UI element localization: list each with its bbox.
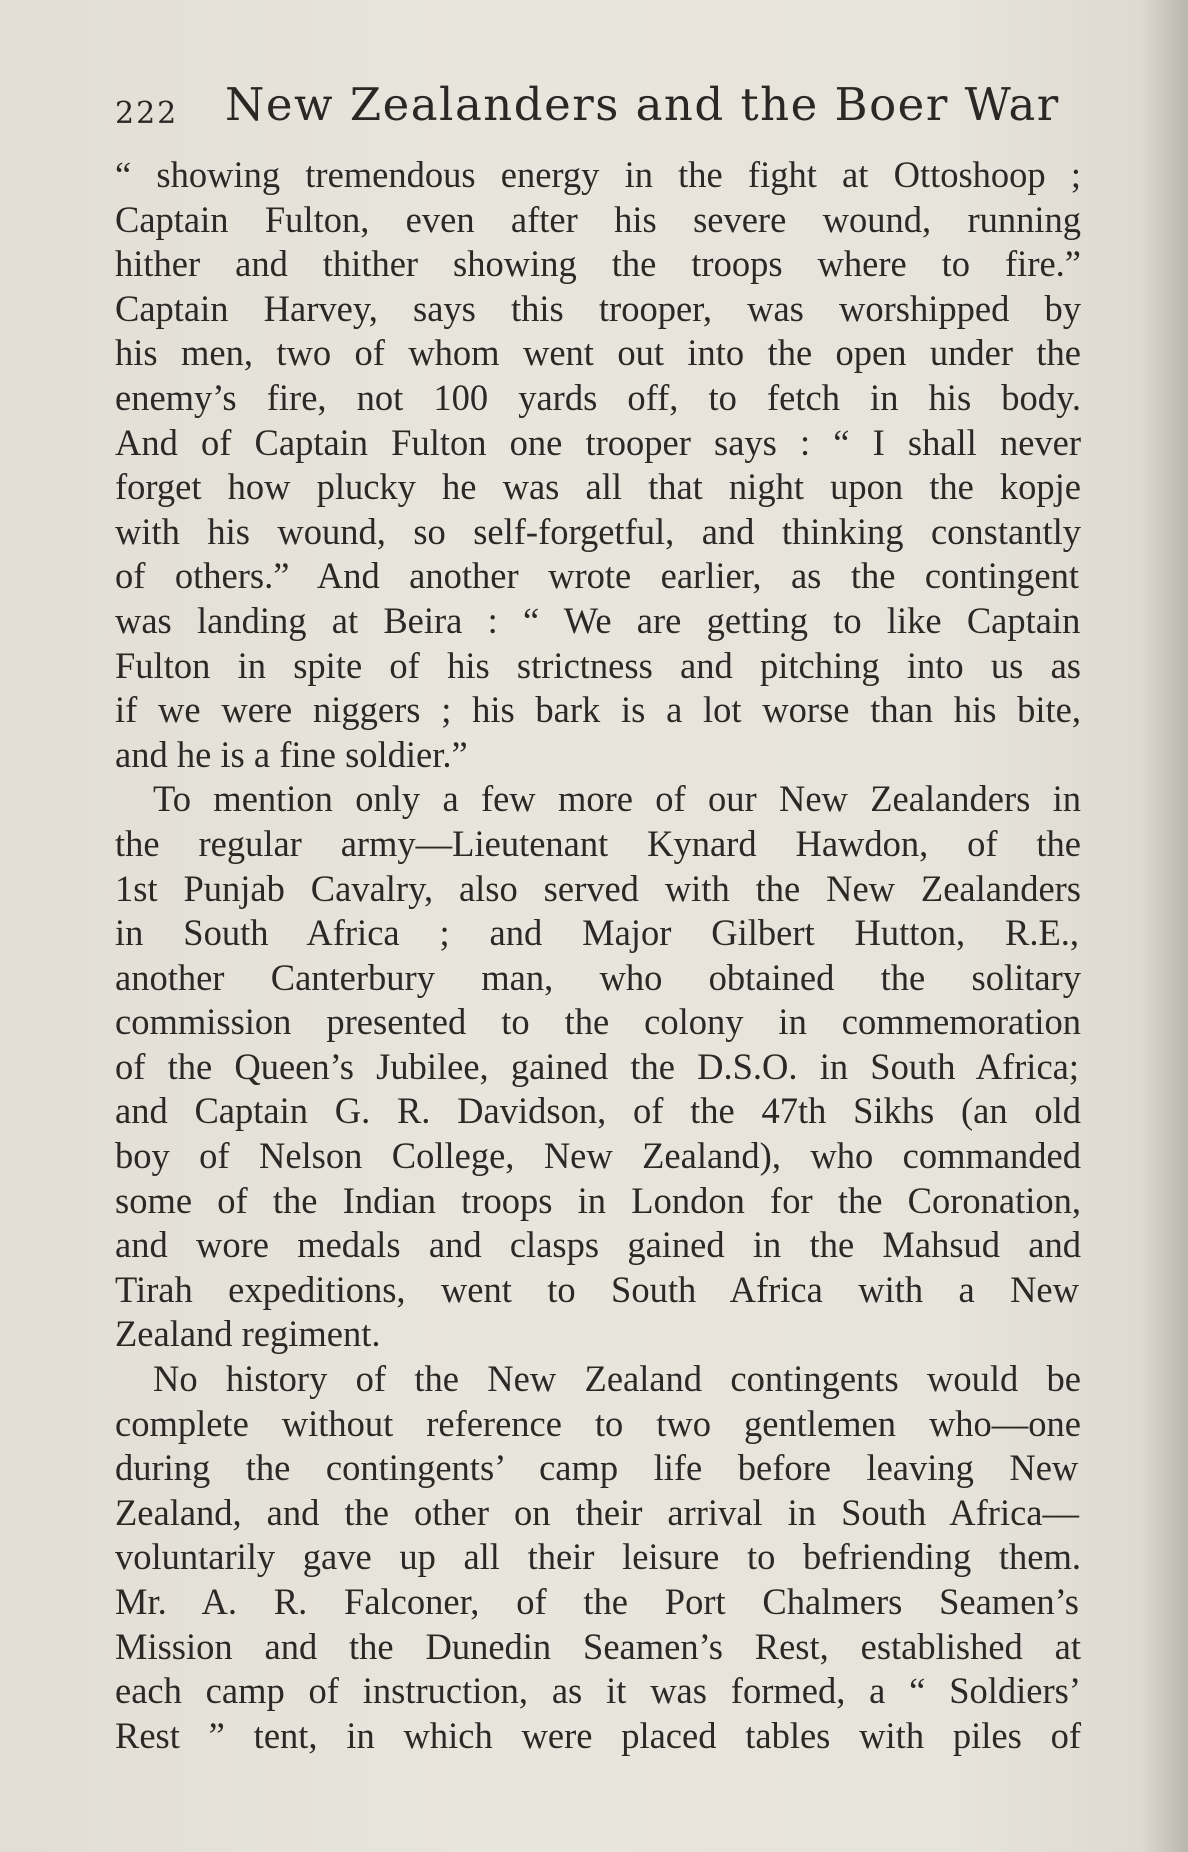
- text-line: and wore medals and clasps gained in the Mahsud and: [115, 1224, 1081, 1266]
- text-line: No history of the New Zealand contingents would be: [153, 1358, 1081, 1400]
- text-line: in South Africa ; and Major Gilbert Hutton, R.E.,: [115, 912, 1079, 954]
- text-line: Mission and the Dunedin Seamen’s Rest, established at: [115, 1625, 1081, 1667]
- body-text: [115, 153, 1081, 1758]
- text-line: complete without reference to two gentlemen who—one: [115, 1402, 1081, 1444]
- text-line: voluntarily gave up all their leisure to befriending them.: [115, 1536, 1081, 1578]
- text-line: Zealand, and the other on their arrival in South Africa—: [115, 1491, 1079, 1533]
- text-line: the regular army—Lieutenant Kynard Hawdon, of the: [115, 822, 1081, 864]
- text-line: 1st Punjab Cavalry, also served with the New Zealanders: [115, 867, 1081, 909]
- page-number: 222: [115, 96, 179, 131]
- text-line: Captain Fulton, even after his severe wound, running: [115, 198, 1081, 240]
- text-line: Zealand regiment.: [115, 1313, 381, 1355]
- text-line: of the Queen’s Jubilee, gained the D.S.O. in South Africa;: [115, 1045, 1079, 1087]
- page-header: [115, 78, 1060, 134]
- text-line: Tirah expeditions, went to South Africa with a New: [115, 1268, 1079, 1310]
- text-line: some of the Indian troops in London for the Coronation,: [115, 1179, 1081, 1221]
- text-line: his men, two of whom went out into the open under the: [115, 332, 1081, 374]
- text-line: Fulton in spite of his strictness and pitching into us as: [115, 644, 1081, 686]
- text-line: boy of Nelson College, New Zealand), who commanded: [115, 1135, 1081, 1177]
- text-line: and he is a fine soldier.”: [115, 733, 468, 775]
- text-line: To mention only a few more of our New Zealanders in: [153, 778, 1081, 820]
- text-line: during the contingents’ camp life before leaving New: [115, 1447, 1079, 1489]
- text-line: each camp of instruction, as it was formed, a “ Soldiers’: [115, 1670, 1081, 1712]
- text-line: with his wound, so self-forgetful, and thinking constantly: [115, 510, 1081, 552]
- text-line: And of Captain Fulton one trooper says : “ I shall never: [115, 421, 1081, 463]
- text-line: and Captain G. R. Davidson, of the 47th Sikhs (an old: [115, 1090, 1081, 1132]
- text-line: commission presented to the colony in commemoration: [115, 1001, 1081, 1043]
- text-line: forget how plucky he was all that night upon the kopje: [115, 466, 1081, 508]
- text-line: if we were niggers ; his bark is a lot worse than his bite,: [115, 689, 1081, 731]
- text-line: was landing at Beira : “ We are getting to like Captain: [115, 599, 1081, 641]
- text-line: “ showing tremendous energy in the fight at Ottoshoop ;: [115, 154, 1081, 195]
- text-line: hither and thither showing the troops where to fire.”: [115, 243, 1081, 285]
- running-head: New Zealanders and the Boer War: [225, 78, 1060, 131]
- text-line: another Canterbury man, who obtained the solitary: [115, 956, 1081, 998]
- text-line: Captain Harvey, says this trooper, was worshipped by: [115, 287, 1081, 329]
- text-line: Mr. A. R. Falconer, of the Port Chalmers Seamen’s: [115, 1581, 1079, 1622]
- text-line: of others.” And another wrote earlier, as the contingent: [115, 555, 1079, 597]
- text-line: Rest ” tent, in which were placed tables with piles of: [115, 1714, 1081, 1756]
- text-line: enemy’s fire, not 100 yards off, to fetch in his body.: [115, 376, 1081, 418]
